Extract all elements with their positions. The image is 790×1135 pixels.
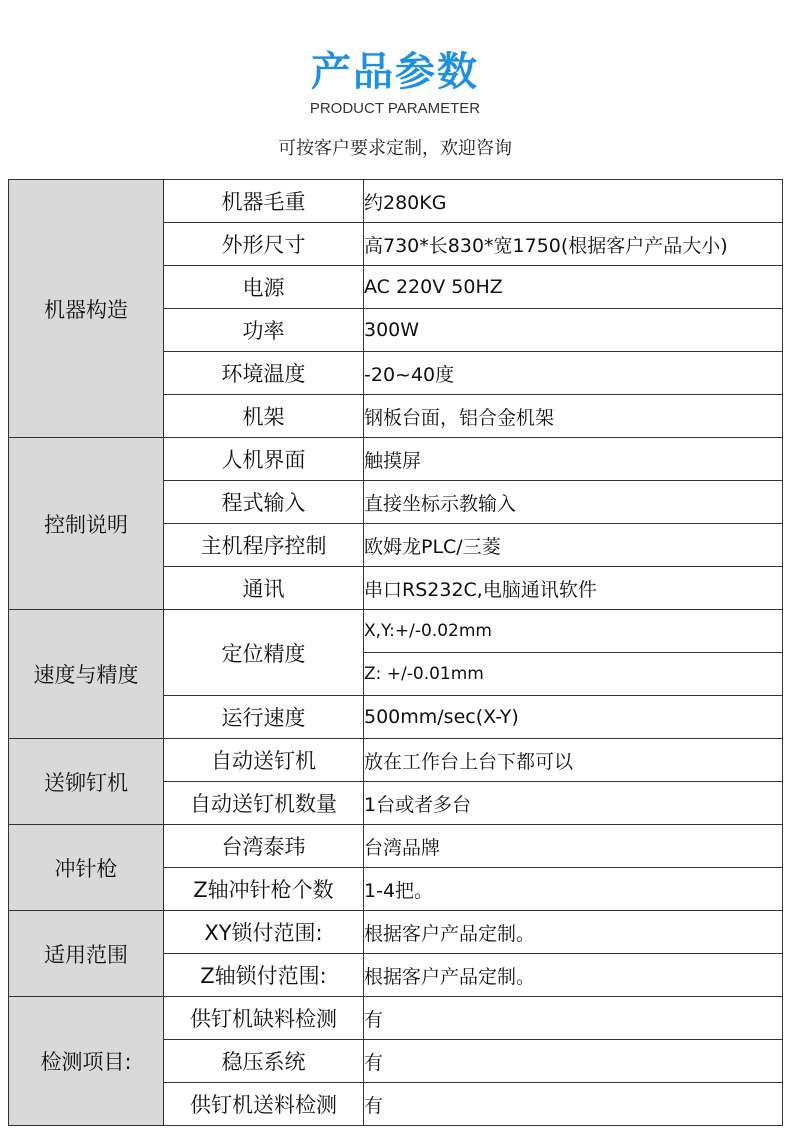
- parameter-name-cell: 自动送钉机数量: [164, 782, 364, 825]
- parameter-name-cell: 环境温度: [164, 352, 364, 395]
- spec-table: [8, 179, 783, 1126]
- category-cell: 机器构造: [9, 180, 164, 438]
- parameter-name-cell: 通讯: [164, 567, 364, 610]
- parameter-value-cell: 300W: [364, 309, 783, 352]
- parameter-value-cell: 串口RS232C,电脑通讯软件: [364, 567, 783, 610]
- spec-table-body: [9, 180, 783, 1126]
- parameter-name-cell: 功率: [164, 309, 364, 352]
- customization-note: 可按客户要求定制，欢迎咨询: [278, 138, 512, 159]
- spec-row: [9, 438, 783, 481]
- parameter-value-cell: 触摸屏: [364, 438, 783, 481]
- parameter-name-cell: 供钉机缺料检测: [164, 997, 364, 1040]
- parameter-value-cell: Z: +/-0.01mm: [364, 653, 783, 696]
- parameter-name-cell: 自动送钉机: [164, 739, 364, 782]
- category-cell: 控制说明: [9, 438, 164, 610]
- spec-row: [9, 180, 783, 223]
- parameter-value-cell: 直接坐标示教输入: [364, 481, 783, 524]
- parameter-name-cell: 供钉机送料检测: [164, 1083, 364, 1126]
- parameter-value-cell: 有: [364, 1083, 783, 1126]
- parameter-name-cell: 程式输入: [164, 481, 364, 524]
- parameter-value-cell: 台湾品牌: [364, 825, 783, 868]
- parameter-name-cell: 电源: [164, 266, 364, 309]
- category-cell: 冲针枪: [9, 825, 164, 911]
- parameter-name-cell: 人机界面: [164, 438, 364, 481]
- parameter-value-cell: 高730*长830*宽1750(根据客户产品大小): [364, 223, 783, 266]
- parameter-value-cell: 钢板台面，铝合金机架: [364, 395, 783, 438]
- parameter-name-cell: 稳压系统: [164, 1040, 364, 1083]
- parameter-name-cell: Z轴锁付范围:: [164, 954, 364, 997]
- parameter-name-cell: 主机程序控制: [164, 524, 364, 567]
- parameter-name-cell: Z轴冲针枪个数: [164, 868, 364, 911]
- spec-row: [9, 825, 783, 868]
- parameter-value-cell: 约280KG: [364, 180, 783, 223]
- parameter-value-cell: 有: [364, 1040, 783, 1083]
- parameter-value-cell: AC 220V 50HZ: [364, 266, 783, 309]
- category-cell: 检测项目:: [9, 997, 164, 1126]
- parameter-name-cell: 运行速度: [164, 696, 364, 739]
- parameter-value-cell: 有: [364, 997, 783, 1040]
- parameter-name-cell: 台湾泰玮: [164, 825, 364, 868]
- spec-row: [9, 911, 783, 954]
- parameter-value-cell: 根据客户产品定制。: [364, 911, 783, 954]
- parameter-value-cell: -20~40度: [364, 352, 783, 395]
- category-cell: 速度与精度: [9, 610, 164, 739]
- page-subtitle: PRODUCT PARAMETER: [309, 100, 481, 117]
- parameter-name-cell: 机器毛重: [164, 180, 364, 223]
- parameter-value-cell: 1-4把。: [364, 868, 783, 911]
- category-cell: 送铆钉机: [9, 739, 164, 825]
- spec-row: [9, 997, 783, 1040]
- parameter-value-cell: 根据客户产品定制。: [364, 954, 783, 997]
- parameter-value-cell: 500mm/sec(X-Y): [364, 696, 783, 739]
- parameter-value-cell: 1台或者多台: [364, 782, 783, 825]
- parameter-value-cell: 欧姆龙PLC/三菱: [364, 524, 783, 567]
- parameter-name-cell: 定位精度: [164, 610, 364, 696]
- spec-row: [9, 739, 783, 782]
- parameter-value-cell: X,Y:+/-0.02mm: [364, 610, 783, 653]
- page-title: 产品参数: [311, 49, 479, 95]
- parameter-name-cell: XY锁付范围:: [164, 911, 364, 954]
- parameter-value-cell: 放在工作台上台下都可以: [364, 739, 783, 782]
- category-cell: 适用范围: [9, 911, 164, 997]
- spec-row: [9, 610, 783, 653]
- parameter-name-cell: 机架: [164, 395, 364, 438]
- parameter-name-cell: 外形尺寸: [164, 223, 364, 266]
